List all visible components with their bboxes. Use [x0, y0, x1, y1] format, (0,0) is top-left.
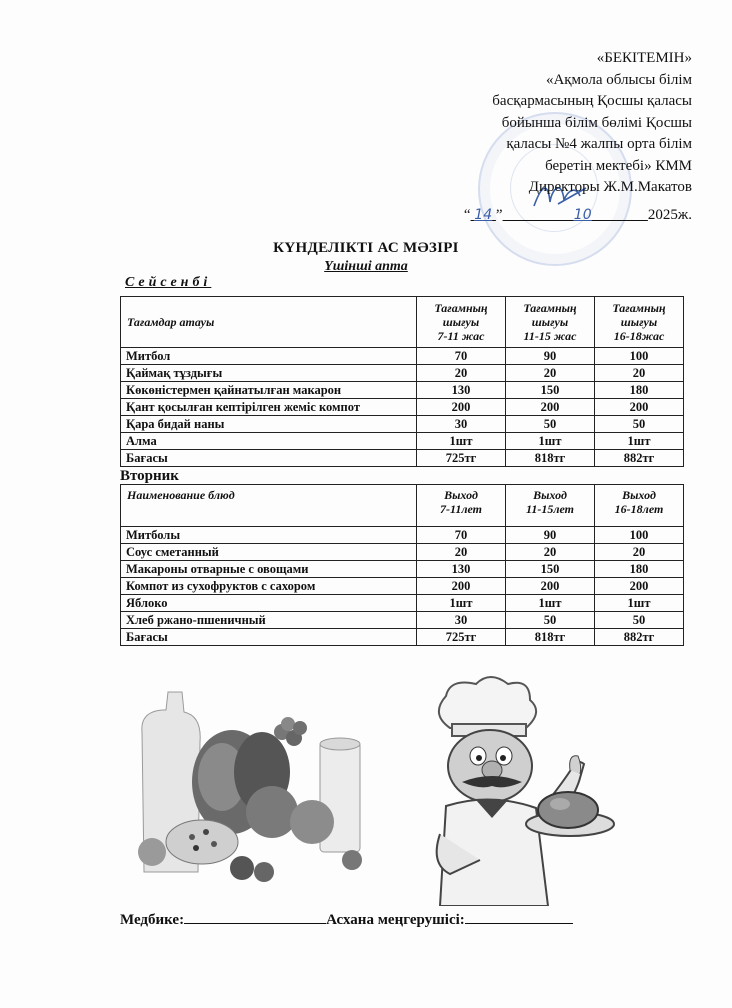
table-body: [121, 527, 684, 646]
table-row: [121, 433, 684, 450]
dish-name-cell: Бағасы: [121, 629, 417, 646]
portion-cell: 150: [506, 561, 595, 578]
portion-cell: 90: [506, 527, 595, 544]
table-row: [121, 612, 684, 629]
dish-name-cell: Митбол: [121, 348, 417, 365]
portion-cell: 20: [417, 365, 506, 382]
column-header-dish: Тағамдар атауы: [121, 297, 417, 348]
approval-line: «Ақмола облысы білім: [545, 71, 692, 88]
portion-cell: 30: [417, 612, 506, 629]
column-header-dish: Наименование блюд: [121, 485, 417, 527]
column-header-7-11: Выход 7-11лет: [417, 485, 506, 527]
dish-name-cell: Компот из сухофруктов с сахором: [121, 578, 417, 595]
approval-line: беретін мектебі» КММ: [545, 157, 692, 174]
portion-cell: 200: [417, 578, 506, 595]
dish-name-cell: Макароны отварные с овощами: [121, 561, 417, 578]
portion-cell: 20: [506, 365, 595, 382]
portion-cell: 20: [595, 544, 684, 561]
portion-cell: 200: [595, 399, 684, 416]
nurse-signature-blank: [184, 909, 326, 924]
table-row: [121, 629, 684, 646]
date-day: 14: [474, 206, 493, 223]
portion-cell: 1шт: [506, 595, 595, 612]
day-heading-kz: Сейсенбі: [125, 275, 212, 290]
portion-cell: 1шт: [506, 433, 595, 450]
date-open-quote: “: [463, 206, 471, 223]
table-header-row: [121, 297, 684, 348]
portion-cell: 50: [595, 612, 684, 629]
portion-cell: 1шт: [417, 595, 506, 612]
dish-name-cell: Бағасы: [121, 450, 417, 467]
portion-cell: 130: [417, 561, 506, 578]
approval-line: «БЕКІТЕМІН»: [596, 50, 692, 66]
column-header-16-18: Выход 16-18лет: [595, 485, 684, 527]
portion-cell: 200: [506, 399, 595, 416]
portion-cell: 50: [506, 612, 595, 629]
portion-cell: 200: [506, 578, 595, 595]
dish-name-cell: Қара бидай наны: [121, 416, 417, 433]
portion-cell: 200: [417, 399, 506, 416]
portion-cell: 725тг: [417, 629, 506, 646]
menu-title: КҮНДЕЛІКТІ АС МӘЗІРІ: [273, 240, 459, 256]
dish-name-cell: Соус сметанный: [121, 544, 417, 561]
portion-cell: 200: [595, 578, 684, 595]
table-row: [121, 399, 684, 416]
portion-cell: 818тг: [506, 629, 595, 646]
date-year: 2025ж.: [647, 206, 692, 223]
dish-name-cell: Яблоко: [121, 595, 417, 612]
canteen-manager-label: Асхана меңгерушісі:: [326, 912, 465, 928]
portion-cell: 180: [595, 561, 684, 578]
dish-name-cell: Митболы: [121, 527, 417, 544]
approval-line: басқармасының Қосшы қаласы: [492, 93, 692, 109]
date-month: 10: [573, 206, 592, 223]
approval-block: [392, 48, 692, 226]
menu-table-kz: [120, 296, 684, 467]
table-row: [121, 450, 684, 467]
table-header-row: [121, 485, 684, 527]
table-row: [121, 527, 684, 544]
dish-name-cell: Алма: [121, 433, 417, 450]
table-row: [121, 561, 684, 578]
table-row: [121, 416, 684, 433]
portion-cell: 725тг: [417, 450, 506, 467]
portion-cell: 882тг: [595, 450, 684, 467]
week-subtitle: Үшінші апта: [324, 259, 408, 274]
portion-cell: 1шт: [417, 433, 506, 450]
portion-cell: 20: [506, 544, 595, 561]
portion-cell: 50: [506, 416, 595, 433]
portion-cell: 818тг: [506, 450, 595, 467]
food-still-life-image: [122, 672, 380, 904]
column-header-16-18: Тағамның шығуы 16-18жас: [595, 297, 684, 348]
chef-cartoon-image: [380, 674, 636, 906]
date-close-quote: ”: [495, 206, 503, 223]
portion-cell: 90: [506, 348, 595, 365]
portion-cell: 50: [595, 416, 684, 433]
table-body: [121, 348, 684, 467]
table-row: [121, 382, 684, 399]
portion-cell: 882тг: [595, 629, 684, 646]
dish-name-cell: Көкөністермен қайнатылған макарон: [121, 382, 417, 399]
approval-date: [392, 205, 692, 227]
table-row: [121, 578, 684, 595]
table-row: [121, 595, 684, 612]
dish-name-cell: Қаймақ тұздығы: [121, 365, 417, 382]
table-row: [121, 365, 684, 382]
dish-name-cell: Қант қосылған кептірілген жеміс компот: [121, 399, 417, 416]
portion-cell: 20: [595, 365, 684, 382]
signature-footer: [120, 909, 573, 929]
table-row: [121, 544, 684, 561]
nurse-label: Медбике:: [120, 912, 185, 928]
portion-cell: 1шт: [595, 433, 684, 450]
portion-cell: 180: [595, 382, 684, 399]
portion-cell: 20: [417, 544, 506, 561]
dish-name-cell: Хлеб ржано-пшеничный: [121, 612, 417, 629]
column-header-11-15: Выход 11-15лет: [506, 485, 595, 527]
approval-line: қаласы №4 жалпы орта білім: [506, 136, 692, 152]
portion-cell: 30: [417, 416, 506, 433]
table-row: [121, 348, 684, 365]
portion-cell: 150: [506, 382, 595, 399]
director-line: Директоры Ж.М.Макатов: [528, 179, 692, 195]
portion-cell: 100: [595, 348, 684, 365]
day-heading-ru: Вторник: [120, 468, 179, 484]
column-header-11-15: Тағамның шығуы 11-15 жас: [506, 297, 595, 348]
portion-cell: 70: [417, 348, 506, 365]
portion-cell: 1шт: [595, 595, 684, 612]
portion-cell: 130: [417, 382, 506, 399]
column-header-7-11: Тағамның шығуы 7-11 жас: [417, 297, 506, 348]
portion-cell: 100: [595, 527, 684, 544]
approval-line: бойынша білім бөлімі Қосшы: [501, 114, 692, 131]
canteen-signature-blank: [465, 909, 573, 924]
menu-table-ru: [120, 484, 684, 646]
portion-cell: 70: [417, 527, 506, 544]
